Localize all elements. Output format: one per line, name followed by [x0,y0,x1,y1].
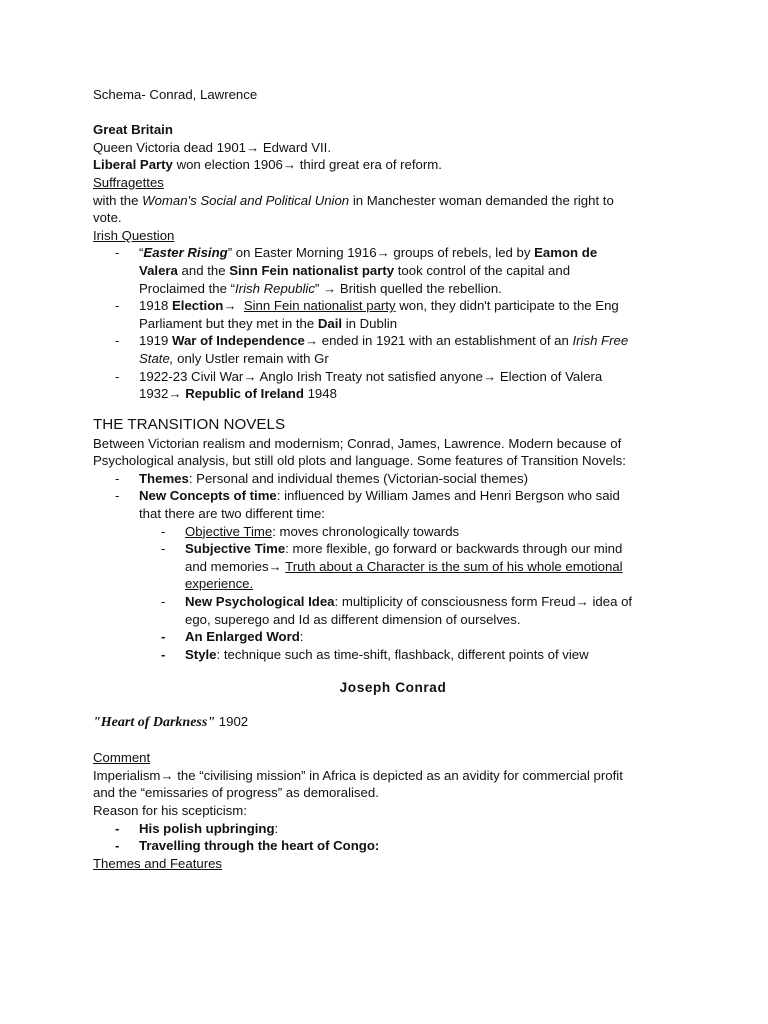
text-span: 1919 [139,333,173,349]
bullet-dash: - [115,488,120,504]
text-span: → ended in 1921 with an establishment of an [304,333,573,349]
text-line: experience. [185,576,254,592]
list-item [93,523,693,541]
bold-term: Style [185,646,217,662]
bold-term: His polish upbringing [139,820,275,836]
list-item [93,368,693,403]
spacer [93,104,693,122]
text-span: : moves chronologically towards [272,523,460,539]
list-item [93,487,693,522]
bold-term: Subjective Time [185,541,286,557]
subheading-suffragettes: Suffragettes [93,174,164,190]
work-title-line [93,713,693,732]
text-line: vote. [93,210,122,226]
bold-term: Sinn Fein nationalist party [229,262,395,278]
bullet-dash: - [115,820,120,836]
text-line [139,315,693,333]
transition-features-list [93,470,693,523]
bullet-dash: - [161,629,166,645]
text-line: Imperialism→ the “civilising mission” in Africa is depicted as an avidity for commercial profit [93,767,623,783]
subheading-themes-and-features: Themes and Features [93,855,223,871]
underlined-term: Truth about a Character is the sum of his whole emotional [285,558,623,574]
text-line [185,646,693,664]
text-span: 1948 [303,386,337,402]
bold-term: Themes [139,470,189,486]
list-item [93,837,693,855]
bold-term: Valera [139,262,178,278]
text-span: only Ustler remain with Gr [173,350,329,366]
text-line: and the “emissaries of progress” as demoralised. [93,785,379,801]
text-line: Reason for his scepticism: [93,802,247,818]
bold-term: Election [172,298,224,314]
list-item [93,593,693,628]
document-page [93,86,693,872]
text-line [139,385,693,403]
bullet-dash: - [161,541,166,557]
bold-term: New Psychological Idea [185,594,335,610]
text-line [139,280,693,298]
text-line [93,156,693,174]
time-concepts-sublist [93,523,693,664]
italic-term: Woman's Social and Political Union [142,192,350,208]
text-line [139,297,693,315]
bold-italic-term: Easter Rising [143,245,228,261]
text-span: ” [227,245,233,261]
text-line [139,262,693,280]
text-span: on Easter Morning 1916→ groups of rebels, led by [232,245,535,261]
text-span: : more flexible, go forward or backwards through our mind [285,541,623,557]
text-span: → [223,298,244,314]
text-span: won, they didn't participate to the Eng [395,298,619,314]
text-span: “ [139,245,144,261]
list-item [93,332,693,367]
text-line [185,593,693,611]
text-span: : multiplicity of consciousness form Freud→ idea of [334,594,633,610]
text-line [139,837,693,855]
list-item [93,470,693,488]
text-line [185,628,693,646]
text-line [185,540,693,558]
text-span: : [299,629,304,645]
text-line [93,192,693,210]
section-heading-great-britain: Great Britain [93,122,173,138]
italic-term: State, [139,350,174,366]
text-span: and memories→ [185,558,286,574]
text-line [139,332,693,350]
bold-term: Liberal Party [93,157,173,173]
work-title: "Heart of Darkness" [93,715,216,730]
text-span: 1918 [139,298,173,314]
text-line: Psychological analysis, but still old plots and language. Some features of Transition Novels: [93,453,626,469]
text-line: Queen Victoria dead 1901→ Edward VII. [93,139,332,155]
section-heading-transition-novels: THE TRANSITION NOVELS [93,415,286,433]
text-line [185,558,693,576]
bullet-dash: - [115,368,120,384]
text-span: : technique such as time-shift, flashback, different points of view [216,646,589,662]
bullet-dash: - [161,646,166,662]
text-line [139,350,693,368]
bullet-dash: - [115,245,120,261]
bullet-dash: - [115,470,120,486]
text-span: won election 1906→ third great era of reform. [172,157,442,173]
bold-term: Travelling through the heart of Congo: [139,838,380,854]
bullet-dash: - [115,298,120,314]
list-item [93,646,693,664]
text-span: in Manchester woman demanded the right to [349,192,614,208]
list-item [93,628,693,646]
underlined-term: Objective Time [185,523,273,539]
text-line [139,244,693,262]
section-heading-joseph-conrad: Joseph Conrad [339,680,447,696]
text-span: and the [177,262,230,278]
text-span: ” → British quelled the rebellion. [314,280,502,296]
text-line: 1922-23 Civil War→ Anglo Irish Treaty not satisfied anyone→ Election of Valera [139,368,603,384]
list-item [93,820,693,838]
list-item [93,297,693,332]
text-span: 1932→ [139,386,186,402]
bullet-dash: - [115,838,120,854]
bold-term: Republic of Ireland [185,386,304,402]
bullet-dash: - [115,333,120,349]
bold-term: An Enlarged Word [185,629,300,645]
list-item [93,244,693,297]
text-span: with the [93,192,143,208]
bold-term: War of Independence [172,333,305,349]
work-year: 1902 [215,714,249,729]
schema-title: Schema- Conrad, Lawrence [93,87,258,102]
text-span: Parliament but they met in the [139,315,318,331]
text-span: : Personal and individual themes (Victorian-social themes) [188,470,528,486]
bold-term: Dail [317,315,343,331]
text-line [139,470,693,488]
text-line: Between Victorian realism and modernism; Conrad, James, Lawrence. Modern because of [93,435,622,451]
irish-question-list [93,244,693,402]
list-item [93,540,693,593]
text-line: that there are two different time: [139,506,325,522]
bullet-dash: - [161,594,166,610]
scepticism-reasons-list [93,820,693,855]
text-span: : influenced by William James and Henri Bergson who said [276,488,620,504]
bold-term: Eamon de [534,245,598,261]
bullet-dash: - [161,523,166,539]
italic-term: Irish Republic [235,280,315,296]
bold-term: New Concepts of time [139,488,277,504]
text-span: took control of the capital and [394,262,571,278]
text-span: : [274,820,279,836]
text-span: Proclaimed the “ [139,280,236,296]
subheading-comment: Comment [93,750,151,766]
underlined-term: Sinn Fein nationalist party [243,298,396,314]
italic-term: Irish Free [572,333,629,349]
text-line [139,487,693,505]
text-line [139,820,693,838]
subheading-irish-question: Irish Question [93,227,175,243]
text-line [185,523,693,541]
text-line: ego, superego and Id as different dimension of ourselves. [185,611,521,627]
text-span: in Dublin [342,315,398,331]
